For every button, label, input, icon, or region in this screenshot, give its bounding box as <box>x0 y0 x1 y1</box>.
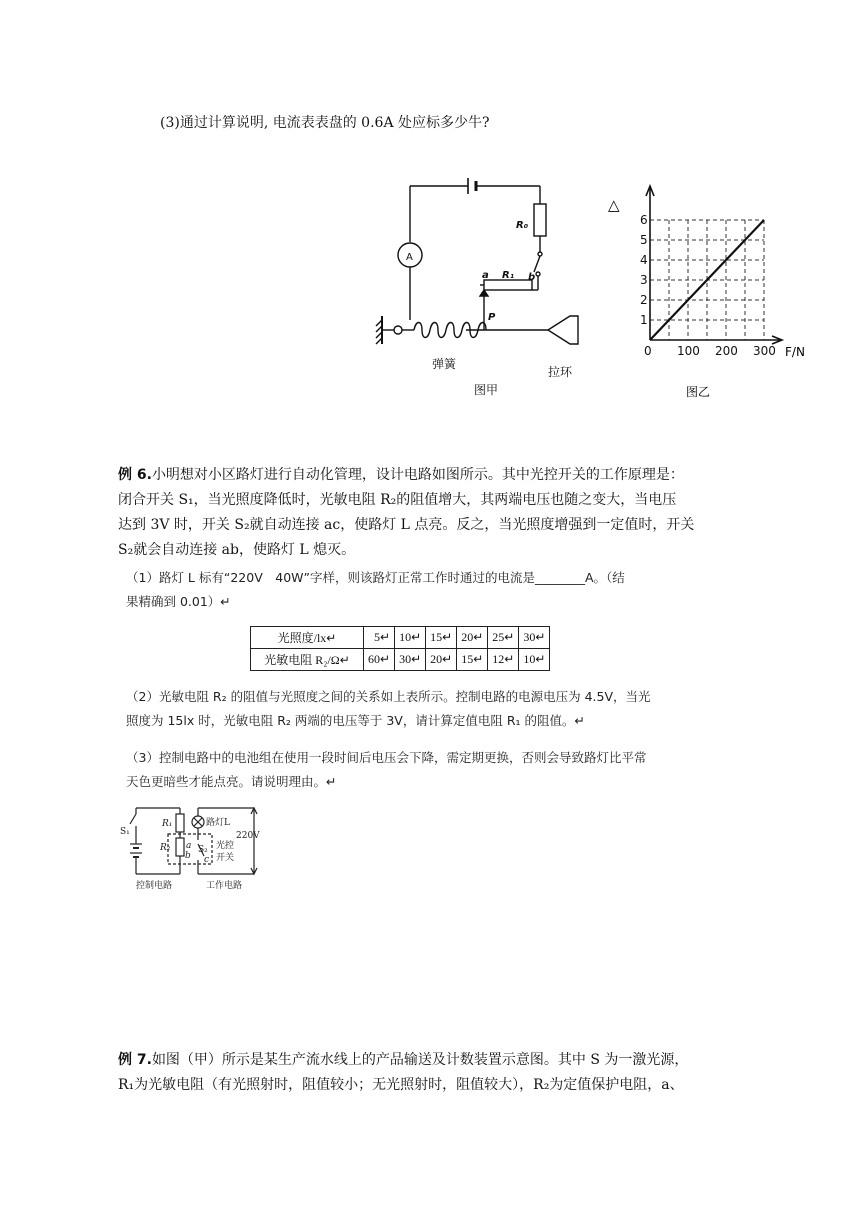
table-row <box>251 627 550 649</box>
example-7-line-1: 如图（甲）所示是某生产流水线上的产品输送及计数装置示意图。其中 S 为一激光源， <box>151 1052 689 1068</box>
figure-jia-circuit <box>370 170 620 405</box>
example-6-line-2: 闭合开关 S₁，当光照度降低时，光敏电阻 R₂的阻值增大，其两端电压也随之变大，当电压 <box>118 492 677 508</box>
question-3b-line-2: 天色更暗些才能点亮。请说明理由。↵ <box>126 774 337 789</box>
label-a: a <box>482 270 489 281</box>
label-b: b <box>528 272 536 283</box>
table-cell: 10↵ <box>519 649 550 671</box>
example-6-line-1: 小明想对小区路灯进行自动化管理，设计电路如图所示。其中光控开关的工作原理是： <box>151 467 684 483</box>
y-tick-label: 2 <box>640 293 648 307</box>
label-control-circuit: 控制电路 <box>136 881 173 891</box>
x-tick-label: 100 <box>677 344 700 358</box>
label-r1: R₁ <box>502 270 515 281</box>
figure-yi-caption: 图乙 <box>686 385 711 399</box>
label-b: b <box>185 851 191 861</box>
y-tick-label: 4 <box>640 253 648 267</box>
table-cell: 10↵ <box>395 627 426 649</box>
label-pull-ring: 拉环 <box>548 365 573 379</box>
label-a: a <box>186 841 192 851</box>
table-cell: 30↵ <box>395 649 426 671</box>
question-1-line-2: 果精确到 0.01）↵ <box>126 594 231 609</box>
question-2-line-1: （2）光敏电阻 R₂ 的阻值与光照度之间的关系如上表所示。控制电路的电源电压为 4.5V，当光 <box>126 689 651 704</box>
x-tick-label: 200 <box>715 344 738 358</box>
label-work-circuit: 工作电路 <box>206 881 243 891</box>
question-3b-line-1: （3）控制电路中的电池组在使用一段时间后电压会下降，需定期更换，否则会导致路灯比平常 <box>126 750 647 765</box>
table-cell: 30↵ <box>519 627 550 649</box>
question-1 <box>126 566 746 614</box>
question-1-line-1: （1）路灯 L 标有“220V 40W”字样，则该路灯正常工作时通过的电流是________A。（结 <box>126 570 625 585</box>
figure-jia-caption: 图甲 <box>474 383 499 397</box>
table-header-illuminance: 光照度/lx↵ <box>251 627 364 649</box>
example-7 <box>118 1048 742 1098</box>
table-cell: 25↵ <box>488 627 519 649</box>
table-row <box>251 649 550 671</box>
label-light-switch-2: 开关 <box>216 853 235 863</box>
table-cell: 20↵ <box>426 649 457 671</box>
label-voltage: 220V <box>236 831 260 841</box>
example-7-line-2: R₁为光敏电阻（有光照射时，阻值较小；无光照射时，阻值较大），R₂为定值保护电阻，a、 <box>118 1077 684 1093</box>
table-header-resistance: 光敏电阻 R₂/Ω↵ <box>251 649 364 671</box>
x-tick-label: 0 <box>644 344 652 358</box>
label-light-switch-1: 光控 <box>216 841 235 851</box>
question-2 <box>126 685 746 733</box>
x-axis-unit: F/N <box>785 345 805 359</box>
question-2-line-2: 照度为 15lx 时，光敏电阻 R₂ 两端的电压等于 3V，请计算定值电阻 R₁ 的阻值。↵ <box>126 713 585 728</box>
question-3-text: (3)通过计算说明, 电流表表盘的 0.6A 处应标多少牛? <box>160 115 490 131</box>
label-lamp: 路灯L <box>206 818 230 828</box>
label-r1: R₁ <box>162 819 173 829</box>
label-c: c <box>204 855 210 865</box>
label-s1: S₁ <box>120 827 130 837</box>
table-cell: 15↵ <box>457 649 488 671</box>
example-7-label: 例 7. <box>118 1052 152 1068</box>
table-cell: 12↵ <box>488 649 519 671</box>
axis-symbol: △ <box>608 196 620 214</box>
example-6-line-4: S₂就会自动连接 ab，使路灯 L 熄灭。 <box>118 542 356 558</box>
example-6 <box>118 463 742 563</box>
figure-yi-chart <box>600 180 820 405</box>
x-tick-label: 300 <box>753 344 776 358</box>
y-tick-label: 1 <box>640 313 648 327</box>
illuminance-resistance-table <box>250 626 550 671</box>
y-tick-label: 3 <box>640 273 648 287</box>
y-tick-label: 6 <box>640 213 648 227</box>
table-cell: 5↵ <box>364 627 395 649</box>
question-3b <box>126 746 746 794</box>
example-6-label: 例 6. <box>118 467 152 483</box>
table-cell: 60↵ <box>364 649 395 671</box>
table-cell: 20↵ <box>457 627 488 649</box>
ammeter-label: A <box>406 252 413 263</box>
label-spring: 弹簧 <box>432 357 457 371</box>
table-cell: 15↵ <box>426 627 457 649</box>
label-r0: R₀ <box>516 220 529 231</box>
example-6-line-3: 达到 3V 时，开关 S₂就自动连接 ac，使路灯 L 点亮。反之，当光照度增强到一定值时，开关 <box>118 517 695 533</box>
figure-streetlight-circuit <box>118 800 278 895</box>
label-r2: R₂ <box>160 843 171 853</box>
label-s2: S₂ <box>198 845 208 855</box>
y-tick-label: 5 <box>640 233 648 247</box>
label-p: P <box>488 312 496 323</box>
